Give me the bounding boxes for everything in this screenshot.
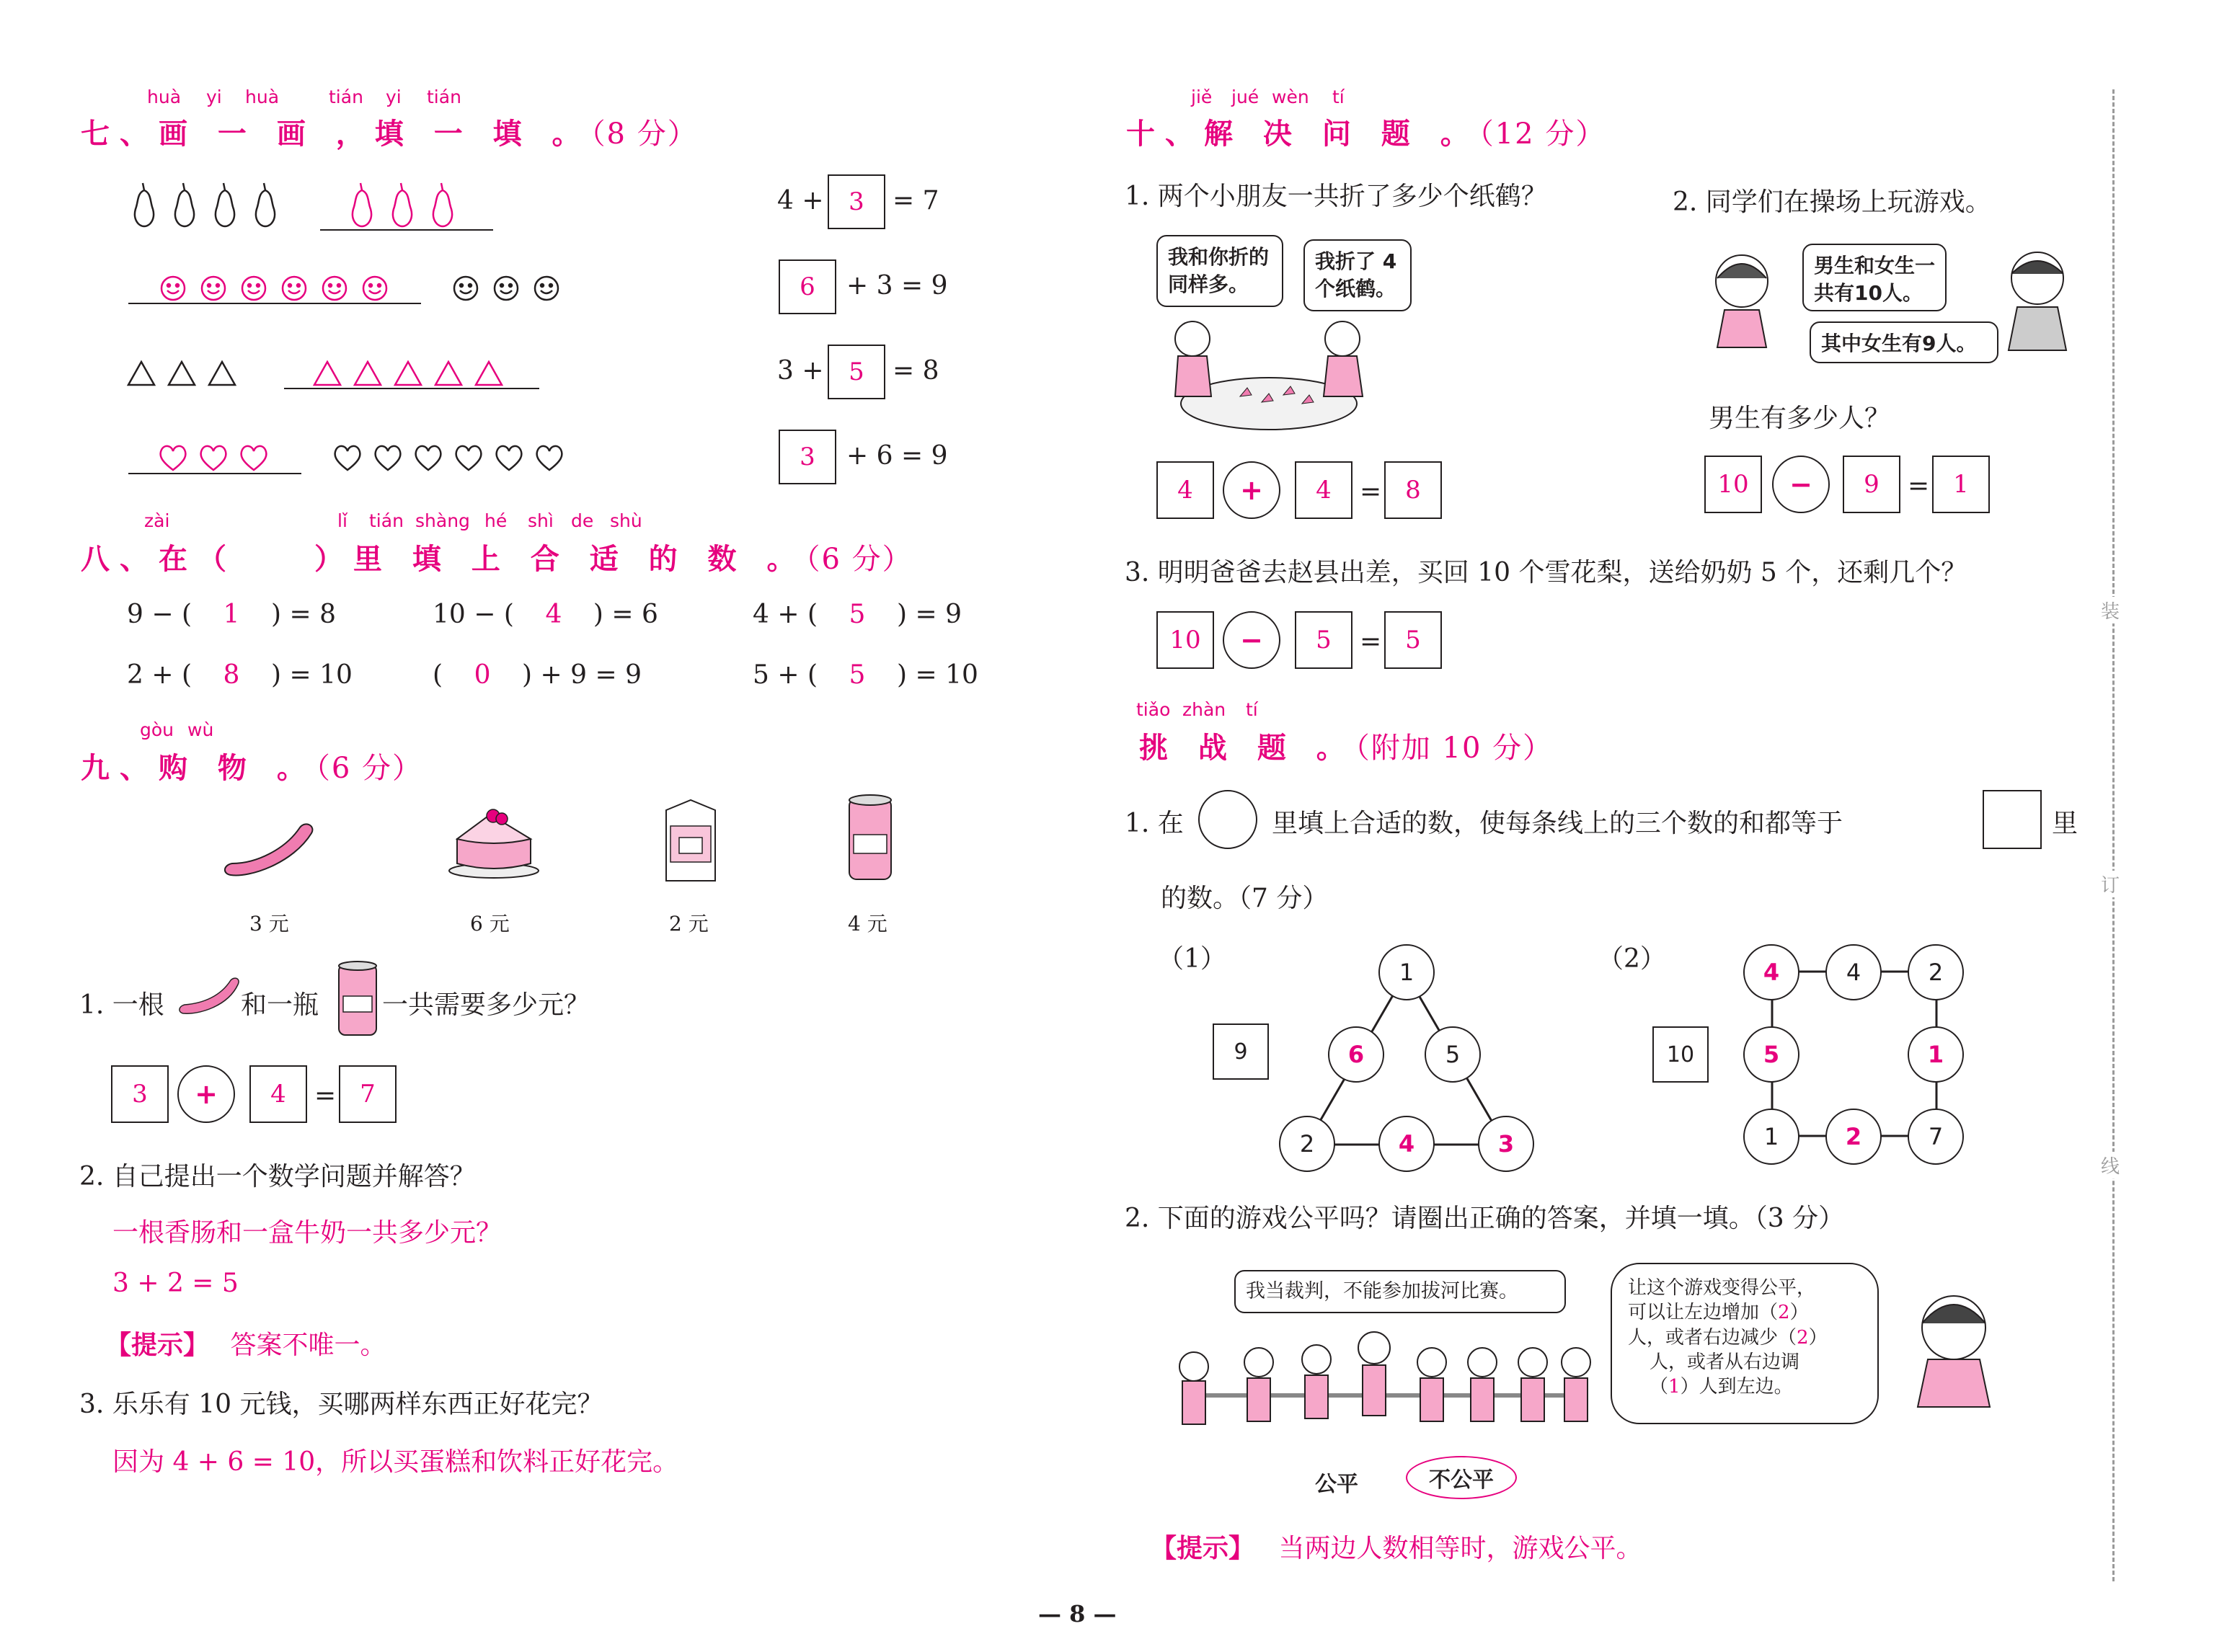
- operator-circle[interactable]: +: [177, 1065, 235, 1123]
- s9-q1-c: 一共需要多少元？: [382, 990, 590, 1020]
- s8-pre: (: [433, 660, 443, 690]
- number-node: 4: [1825, 944, 1882, 1000]
- s8-title: [81, 536, 913, 577]
- target-sum-box: 9: [1213, 1023, 1269, 1080]
- fill-answer[interactable]: 2: [1778, 1302, 1790, 1324]
- s8-post: ) + 9 = 9: [522, 660, 642, 690]
- s8-title-text: 八、在（ ）里 填 上 合 适 的 数 。: [81, 543, 806, 576]
- equals-sign: =: [314, 1081, 337, 1111]
- bubble-line: [1628, 1375, 1861, 1399]
- square-symbol: [1983, 790, 2042, 849]
- pinyin: jué: [1231, 86, 1259, 107]
- answer-box[interactable]: 5: [1295, 611, 1352, 669]
- s9-q1-a: 1. 一根: [79, 990, 164, 1020]
- smiley-group-right: [451, 274, 567, 303]
- pinyin: huà: [245, 86, 280, 107]
- challenge-q1-a: 1. 在: [1125, 809, 1184, 838]
- number-node: 2: [1279, 1116, 1335, 1172]
- s8-item: [753, 600, 962, 629]
- answer-box[interactable]: 4: [1295, 461, 1352, 519]
- tip-text: 当两边人数相等时，游戏公平。: [1278, 1534, 1642, 1563]
- s9-q1-b: 和一瓶: [241, 990, 319, 1020]
- pinyin: zài: [144, 510, 170, 531]
- sausage-icon: [221, 820, 322, 887]
- price: 6 元: [470, 912, 510, 936]
- fair-game-bubble: [1611, 1263, 1879, 1424]
- circle-symbol: [1198, 790, 1257, 849]
- equals-sign: =: [1360, 477, 1382, 507]
- number-node: 1: [1743, 1109, 1799, 1165]
- answer-box[interactable]: 10: [1704, 456, 1762, 513]
- tip-tag: 【提示】: [1151, 1534, 1255, 1563]
- margin-mark: 订: [2101, 871, 2120, 897]
- s8-post: ) = 9: [897, 600, 962, 629]
- number-node[interactable]: 5: [1743, 1026, 1799, 1083]
- s9-q2-equation: 3 + 2 = 5: [112, 1269, 239, 1298]
- underline: [128, 303, 421, 304]
- number-node[interactable]: 4: [1378, 1116, 1435, 1172]
- price: 3 元: [249, 912, 289, 936]
- s7-eq-post: = 7: [893, 186, 939, 216]
- number-node[interactable]: 4: [1743, 944, 1799, 1000]
- s9-q2: 2. 自己提出一个数学问题并解答？: [79, 1162, 476, 1191]
- binding-line: [2112, 89, 2115, 1581]
- s7-title: [81, 111, 698, 152]
- pear-group-left: [128, 177, 287, 229]
- bubble-line: [1628, 1300, 1861, 1325]
- pinyin: tí: [1332, 86, 1345, 107]
- number-node[interactable]: 2: [1825, 1109, 1882, 1165]
- s8-post: ) = 6: [593, 600, 658, 629]
- smiley-group-under: [159, 274, 397, 303]
- speech-bubble: 男生和女生一共有10人。: [1802, 244, 1947, 311]
- pinyin: shàng: [415, 510, 470, 531]
- answer-box[interactable]: 4: [1156, 461, 1214, 519]
- number-node: 1: [1378, 944, 1435, 1000]
- speech-bubble: 我折了 4 个纸鹤。: [1303, 239, 1412, 311]
- number-node: 5: [1425, 1026, 1481, 1083]
- page-number: — 8 —: [1038, 1600, 1117, 1627]
- answer-box[interactable]: 10: [1156, 611, 1214, 669]
- s7-eq-pre: 3 +: [777, 356, 824, 386]
- pinyin: gòu: [140, 719, 174, 740]
- pinyin: zhàn: [1182, 699, 1226, 720]
- s7-answer-box[interactable]: 6: [779, 259, 836, 314]
- pinyin: lǐ: [337, 510, 347, 531]
- milk-carton-icon: [662, 797, 720, 884]
- s10-title: [1126, 111, 1606, 152]
- s10-q1: 1. 两个小朋友一共折了多少个纸鹤？: [1125, 182, 1547, 211]
- speech-bubble: 其中女生有9人。: [1810, 321, 1998, 363]
- s8-item: [433, 660, 642, 690]
- target-sum-box: 10: [1652, 1026, 1709, 1083]
- bubble-text: ）: [1789, 1302, 1809, 1324]
- pinyin: hé: [484, 510, 508, 531]
- operator-circle[interactable]: −: [1772, 456, 1830, 513]
- s7-score: （8 分）: [590, 117, 698, 151]
- s10-q2: 2. 同学们在操场上玩游戏。: [1673, 187, 1991, 217]
- bubble-line: 人，或者从右边调: [1650, 1351, 1800, 1373]
- speech-bubble: 我和你折的同样多。: [1156, 235, 1283, 307]
- answer-box[interactable]: 5: [1384, 611, 1442, 669]
- s8-item: [127, 600, 336, 629]
- s8-answer[interactable]: 5: [849, 600, 866, 629]
- bubble-text: ）: [1808, 1326, 1828, 1349]
- pinyin: wù: [187, 719, 214, 740]
- pinyin: yi: [386, 86, 402, 107]
- s7-answer-box[interactable]: 5: [828, 345, 885, 399]
- s9-title: [81, 745, 422, 786]
- s9-title-text: 九、购 物 。: [81, 752, 316, 785]
- s9-tip: [105, 1325, 386, 1362]
- margin-mark: 线: [2101, 1152, 2120, 1178]
- heart-group-under: [159, 443, 274, 474]
- challenge-tip: [1151, 1528, 1642, 1565]
- bubble-text: 可以让左边增加（: [1628, 1302, 1779, 1324]
- teacher-illustration: [1896, 1287, 2004, 1410]
- operator-circle[interactable]: −: [1223, 611, 1280, 669]
- pinyin: wèn: [1272, 86, 1309, 107]
- pinyin: tiǎo: [1136, 699, 1171, 720]
- triangle-group-under: [313, 358, 522, 389]
- s8-post: ) = 10: [897, 660, 978, 690]
- cake-icon: [447, 801, 541, 881]
- s8-post: ) = 10: [271, 660, 353, 690]
- challenge-q1-c: 里: [2052, 809, 2078, 838]
- girls-folding-cranes-illustration: [1161, 310, 1377, 440]
- pinyin: huà: [147, 86, 182, 107]
- drink-can-icon: [335, 959, 381, 1038]
- puzzle-label: （2）: [1598, 944, 1666, 974]
- challenge-q1-b: 里填上合适的数，使每条线上的三个数的和都等于: [1272, 809, 1843, 838]
- tug-of-war-illustration: [1165, 1316, 1598, 1442]
- s8-answer[interactable]: 0: [474, 660, 491, 690]
- number-node[interactable]: 1: [1908, 1026, 1964, 1083]
- bubble-line: [1628, 1325, 1861, 1350]
- number-node[interactable]: 6: [1328, 1026, 1384, 1083]
- underline: [284, 388, 539, 389]
- bubble-text: 人，或者右边减少（: [1628, 1326, 1797, 1349]
- drink-can-icon: [845, 791, 895, 884]
- pinyin: shì: [528, 510, 554, 531]
- s10-q3: 3. 明明爸爸去赵县出差，买回 10 个雪花梨，送给奶奶 5 个，还剩几个？: [1125, 558, 1967, 587]
- answer-box[interactable]: 4: [249, 1065, 307, 1123]
- boy-illustration: [1994, 245, 2081, 353]
- equals-sign: =: [1360, 627, 1382, 657]
- s9-q3: 3. 乐乐有 10 元钱，买哪两样东西正好花完？: [79, 1390, 603, 1419]
- speech-bubble: 我当裁判，不能参加拔河比赛。: [1234, 1270, 1566, 1313]
- answer-box[interactable]: 9: [1843, 456, 1900, 513]
- pinyin: shù: [610, 510, 642, 531]
- s10-q2-ask: 男生有多少人？: [1709, 404, 1891, 433]
- s8-item: [127, 660, 353, 690]
- underline: [128, 473, 301, 474]
- number-node: 7: [1908, 1109, 1964, 1165]
- pinyin: jiě: [1191, 86, 1213, 107]
- challenge-title: [1139, 725, 1553, 766]
- option-unfair-circled[interactable]: 不公平: [1406, 1456, 1517, 1499]
- s9-score: （6 分）: [315, 752, 423, 785]
- tip-text: 答案不唯一。: [230, 1331, 386, 1360]
- answer-box[interactable]: 3: [111, 1065, 169, 1123]
- pinyin: de: [571, 510, 594, 531]
- number-node: 2: [1908, 944, 1964, 1000]
- margin-mark: 装: [2101, 597, 2120, 623]
- s7-answer-box[interactable]: 3: [779, 430, 836, 484]
- s10-score: （12 分）: [1479, 117, 1606, 151]
- s10-title-text: 十、解 决 问 题 。: [1126, 117, 1479, 151]
- s8-item: [433, 600, 658, 629]
- heart-group-right: [333, 443, 571, 474]
- pear-group-under: [346, 177, 476, 229]
- s9-q3-answer: 因为 4 + 6 = 10，所以买蛋糕和饮料正好花完。: [112, 1447, 679, 1477]
- fill-answer[interactable]: 2: [1797, 1326, 1809, 1349]
- pinyin: yi: [206, 86, 222, 107]
- s8-item: [753, 660, 978, 690]
- challenge-q2: 2. 下面的游戏公平吗？请圈出正确的答案，并填一填。（3 分）: [1125, 1204, 1845, 1233]
- s8-answer[interactable]: 8: [223, 660, 240, 690]
- pinyin: tián: [369, 510, 404, 531]
- answer-box[interactable]: 7: [339, 1065, 397, 1123]
- price: 2 元: [669, 912, 709, 936]
- s7-eq-post: + 6 = 9: [846, 441, 948, 471]
- challenge-score: （附加 10 分）: [1355, 732, 1554, 765]
- tip-tag: 【提示】: [105, 1331, 210, 1360]
- operator-circle[interactable]: +: [1223, 461, 1280, 519]
- s8-post: ) = 8: [271, 600, 336, 629]
- s8-answer[interactable]: 4: [545, 600, 562, 629]
- underline: [320, 229, 493, 231]
- s8-score: （6 分）: [805, 543, 913, 576]
- s7-eq-post: + 3 = 9: [846, 271, 948, 301]
- pinyin: tí: [1246, 699, 1258, 720]
- fill-answer[interactable]: 1: [1668, 1376, 1681, 1398]
- pinyin: tián: [427, 86, 461, 107]
- s8-pre: 4 + (: [753, 600, 818, 629]
- s7-answer-box[interactable]: 3: [828, 174, 885, 229]
- puzzle-label: （1）: [1158, 944, 1226, 974]
- s8-answer[interactable]: 5: [849, 660, 866, 690]
- challenge-q1-d: 的数。（7 分）: [1161, 884, 1329, 913]
- sausage-icon: [177, 976, 242, 1019]
- triangle-group-left: [127, 358, 249, 389]
- equals-sign: =: [1908, 471, 1930, 501]
- s8-pre: 5 + (: [753, 660, 818, 690]
- s7-title-text: 七、画 一 画 ，填 一 填 。: [81, 117, 591, 151]
- challenge-title-text: 挑 战 题 。: [1139, 732, 1355, 765]
- s8-pre: 2 + (: [127, 660, 192, 690]
- girl-illustration: [1703, 249, 1782, 350]
- s7-eq-post: = 8: [893, 356, 939, 386]
- answer-box[interactable]: 1: [1932, 456, 1990, 513]
- option-fair[interactable]: 公平: [1315, 1472, 1358, 1497]
- s7-eq-pre: 4 +: [777, 186, 824, 216]
- s8-pre: 10 − (: [433, 600, 514, 629]
- s9-q2-answer: 一根香肠和一盒牛奶一共多少元？: [112, 1218, 502, 1248]
- bubble-text: （: [1650, 1376, 1669, 1398]
- bubble-text: ）人到左边。: [1680, 1376, 1793, 1398]
- answer-box[interactable]: 8: [1384, 461, 1442, 519]
- number-node[interactable]: 3: [1478, 1116, 1534, 1172]
- price: 4 元: [848, 912, 887, 936]
- pinyin: tián: [329, 86, 363, 107]
- s8-answer[interactable]: 1: [223, 600, 240, 629]
- bubble-line: 让这个游戏变得公平，: [1628, 1277, 1816, 1299]
- s8-pre: 9 − (: [127, 600, 192, 629]
